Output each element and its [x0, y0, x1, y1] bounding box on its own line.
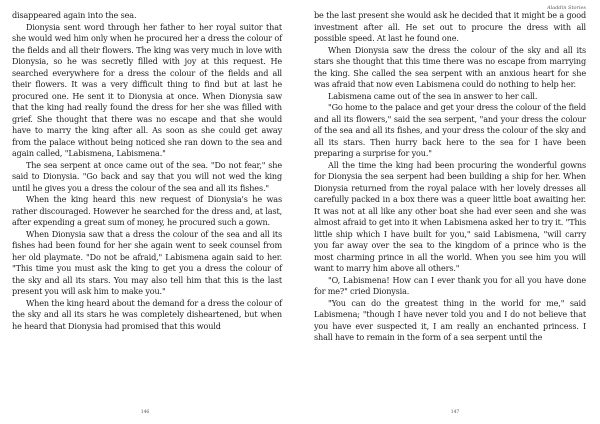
paragraph: be the last present she would ask he decided that it might be a good investment after all. He set out to procure the dress with all possible speed. At last he found one. — [314, 10, 586, 43]
page-number: 146 — [140, 410, 150, 415]
paragraph: The sea serpent at once came out of the sea. "Do not fear," she said to Dionysia. "Go back and say that you will not wed the king until he gives you a dress the colour of the sea and all its fishes." — [12, 159, 282, 193]
paragraph: "O, Labismena! How can I ever thank you for all you have done for me?" cried Dionysia. — [314, 274, 586, 296]
paragraph: When the king heard this new request of Dionysia's he was rather discouraged. However he searched for the dress and, at last, after expending a great sum of money, he procured such a gown. — [12, 194, 282, 227]
paragraph: When Dionysia saw the dress the colour of the sky and all its stars she thought that this time there was no escape from marrying the king. She called the sea serpent with an anxious heart for she was afraid that now even Labismena could do nothing to help her. — [314, 44, 586, 89]
paragraph: "You can do the greatest thing in the world for me," said Labismena; "though I have never told you and I do not believe that you have ever suspected it, I am really an enchanted princess. I shall have to remain in the form of a sea serpent until the — [314, 297, 586, 342]
left-page-text — [12, 10, 282, 332]
paragraph: When Dionysia saw that a dress the colour of the sea and all its fishes had been found for her she again went to seek counsel from her old playmate. "Do not be afraid," Labismena again said to her. "This time you must ask the king to get you a dress the colour of the sky and all its stars. You may also tell him that this is the last present you will ask him to make you." — [12, 228, 282, 296]
paragraph: disappeared again into the sea. — [12, 10, 137, 20]
left-page — [0, 0, 290, 424]
paragraph: Labismena came out of the sea in answer to her call. — [328, 90, 538, 101]
paragraph: All the time the king had been procuring the wonderful gowns for Dionysia the sea serpent had been building a ship for her. When Dionysia returned from the royal palace with her lovely dresses all carefully packed in a box there was a queer little boat awaiting her. It was not at all like any other boat she had ever seen and she was almost afraid to get into it when Labismena asked her to try it. "This little ship which I have built for you," said Labismena, "will carry you far away over the sea to the kingdom of a prince who is the most charming prince in all the world. When you see him you will want to marry him above all others." — [314, 159, 586, 273]
right-page-text — [314, 10, 586, 344]
paragraph: "Go home to the palace and get your dress the colour of the field and all its flowers," said the sea serpent, "and your dress the colour of the sea and all its fishes, and your dress the colour of the sky and all its stars. Then hurry back here to the sea for I have been preparing a surprise for you." — [314, 102, 586, 158]
paragraph: When the king heard about the demand for a dress the colour of the sky and all its stars he was completely disheartened, but when he heard that Dionysia had promised that this would — [12, 297, 282, 331]
paragraph: Dionysia sent word through her father to her royal suitor that she would wed him only when he procured her a dress the colour of the fields and all their flowers. The king was very much in love with Dionysia, so he was secretly filled with joy at this request. He searched everywhere for a dress the colour of the fields and all their flowers. It was a very difficult thing to find but at last he procured one. He sent it to Dionysia at once. When Dionysia saw that the king had really found the dress for her she was filled with grief. She thought that there was no escape and that she would have to marry the king after all. As soon as she could get away from the palace without being noticed she ran down to the sea and again called, "Labismena, Labismena." — [12, 21, 282, 158]
right-page — [310, 0, 600, 424]
running-header: Aladdin Stories — [547, 5, 586, 11]
page-number: 147 — [450, 410, 460, 415]
